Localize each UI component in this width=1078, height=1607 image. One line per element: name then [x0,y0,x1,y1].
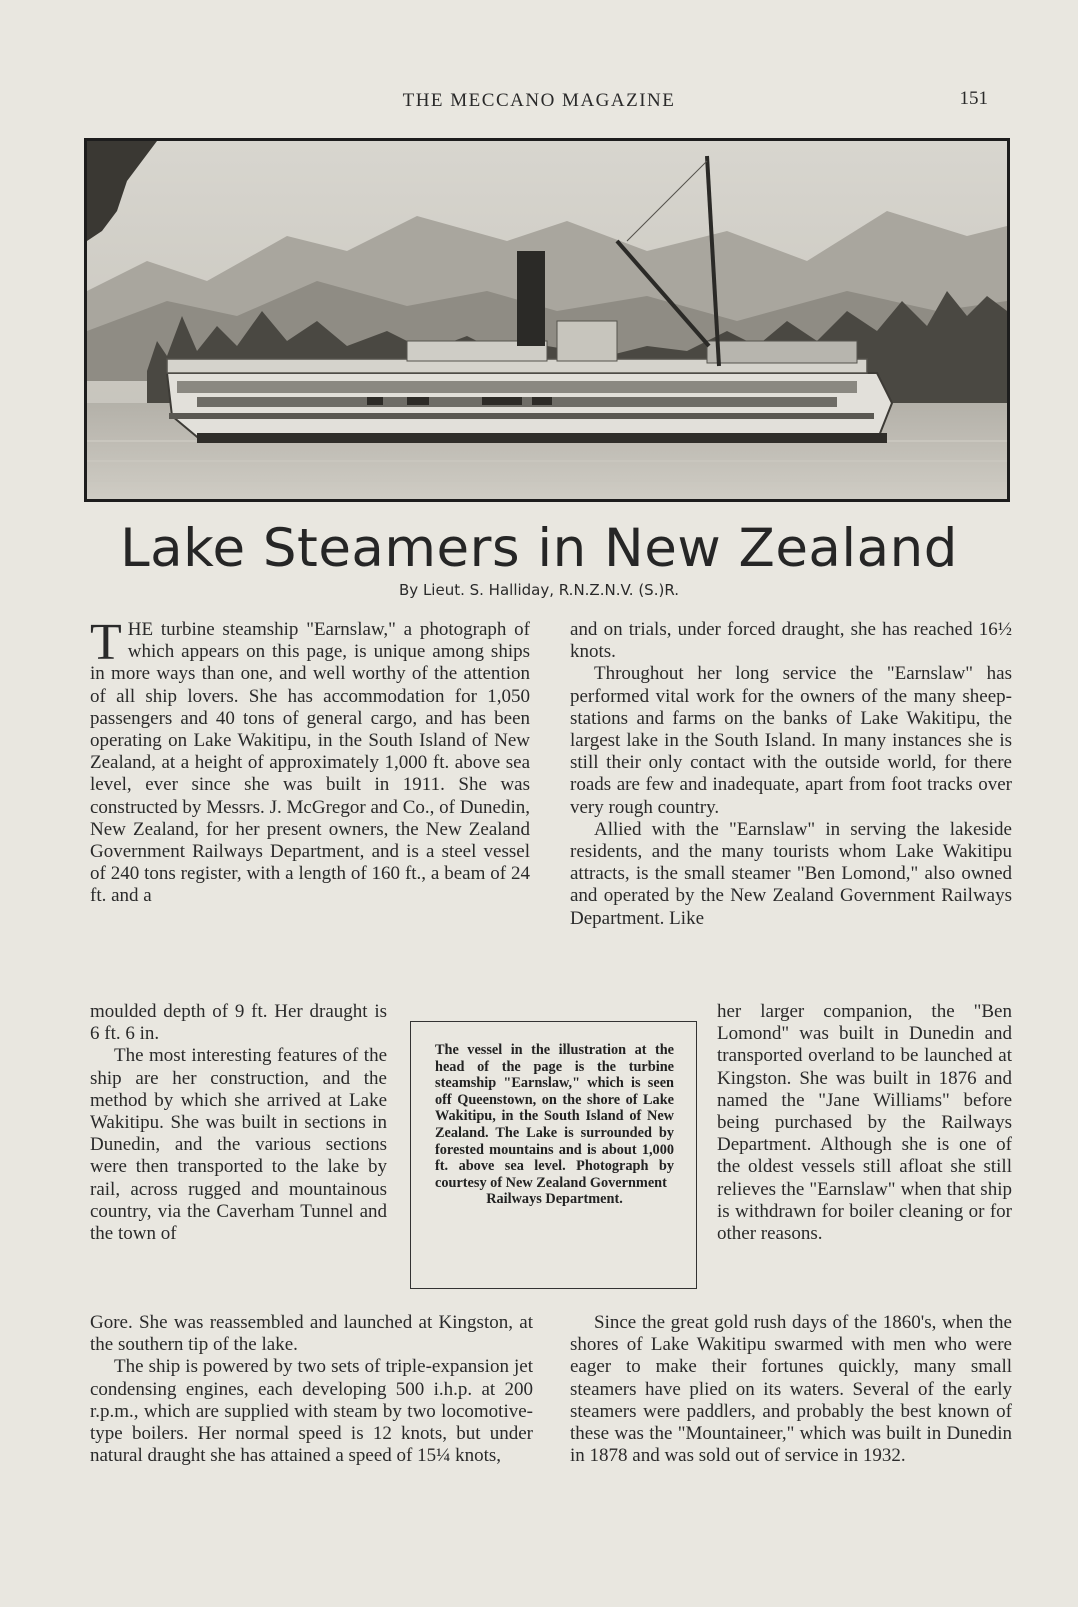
paragraph: Gore. She was reassembled and launched at Kingston, at the southern tip of the lake. [90,1312,533,1356]
paragraph: The most interesting features of the ship are her construction, and the method by which she arrived at Lake Wakitipu. She was built in sections in Dunedin, and the various sections were then transported to the lake by rail, across rugged and mountainous country, via the Caverham Tunnel and the town of [90,1045,387,1245]
paragraph: Since the great gold rush days of the 1860's, when the shores of Lake Wakitipu swarmed with men who were eager to make their fortunes quickly, many small steamers have plied on its waters. Several of the early steamers were paddlers, and probably the best known of these was the "Mountaineer," which was built in Dunedin in 1878 and was sold out of service in 1932. [570,1312,1012,1467]
caption-last-line: Railways Department. [486,1191,623,1208]
paragraph: and on trials, under forced draught, she has reached 16½ knots. [570,619,1012,663]
steamship-photo [84,138,1010,502]
column-left-bottom [90,1312,533,1467]
steamship-photo-icon [87,141,1007,499]
paragraph [90,614,530,908]
column-left-top [90,614,530,908]
column-right-narrow [717,1001,1012,1245]
paragraph: moulded depth of 9 ft. Her draught is 6 ft. 6 in. [90,1001,387,1045]
paragraph: her larger companion, the "Ben Lomond" was built in Dunedin and transported overland to be launched at Kingston. She was built in 1876 and named the "Jane Williams" before being purchased by the Railways Department. Although she is one of the oldest vessels still afloat she still relieves the "Earnslaw" when that ship is withdrawn for boiler cleaning or for other reasons. [717,1001,1012,1245]
photo-caption-box [410,1021,697,1289]
column-right-top [570,619,1012,930]
byline: By Lieut. S. Halliday, R.N.Z.N.V. (S.)R. [399,581,679,599]
paragraph: Throughout her long service the "Earnslaw" has performed vital work for the owners of the many sheep-stations and farms on the banks of Lake Wakitipu, the largest lake in the South Island. In many instances she is still their only contact with the outside world, for there roads are few and inadequate, apart from foot tracks over very rough country. [570,663,1012,818]
paragraph: Allied with the "Earnslaw" in serving the lakeside residents, and the many tourists whom Lake Wakitipu attracts, is the small steamer "Ben Lomond," also owned and operated by the New Zealand Government Railways Department. Like [570,818,1012,929]
paragraph: The ship is powered by two sets of triple-expansion jet condensing engines, each developing 500 i.h.p. at 200 r.p.m., which are supplied with steam by two locomotive-type boilers. Her normal speed is 12 knots, but under natural draught she has attained a speed of 15¼ knots, [90,1356,533,1467]
page-number: 151 [959,88,988,109]
article-title: Lake Steamers in New Zealand [120,518,958,579]
caption-text: The vessel in the illustration at the head of the page is the turbine steamship "Earnslaw," which is seen off Queenstown, on the shore of Lake Wakitipu, in the South Island of New Zealand. The Lake is surrounded by forested mountains and is about 1,000 ft. above sea level. Photograph by courtesy of New Zealand Government [435,1042,674,1191]
column-left-narrow [90,1001,387,1245]
drop-cap: T [90,614,122,671]
paragraph-text: HE turbine steamship "Earnslaw," a photograph of which appears on this page, is unique among ships in more ways than one, and well worthy of the attention of all ship lovers. She has accommodation for 1,050 passengers and 40 tons of general cargo, and has been operating on Lake Wakitipu, in the South Island of New Zealand, at a height of approximately 1,000 ft. above sea level, ever since she was built in 1911. She was constructed by Messrs. J. McGregor and Co., of Dunedin, New Zealand, for her present owners, the New Zealand Government Railways Department, and is a steel vessel of 240 tons register, with a length of 160 ft., a beam of 24 ft. and a [90,619,530,907]
running-head: THE MECCANO MAGAZINE [402,90,676,111]
column-right-bottom [570,1312,1012,1467]
photo-caption [435,1042,674,1208]
